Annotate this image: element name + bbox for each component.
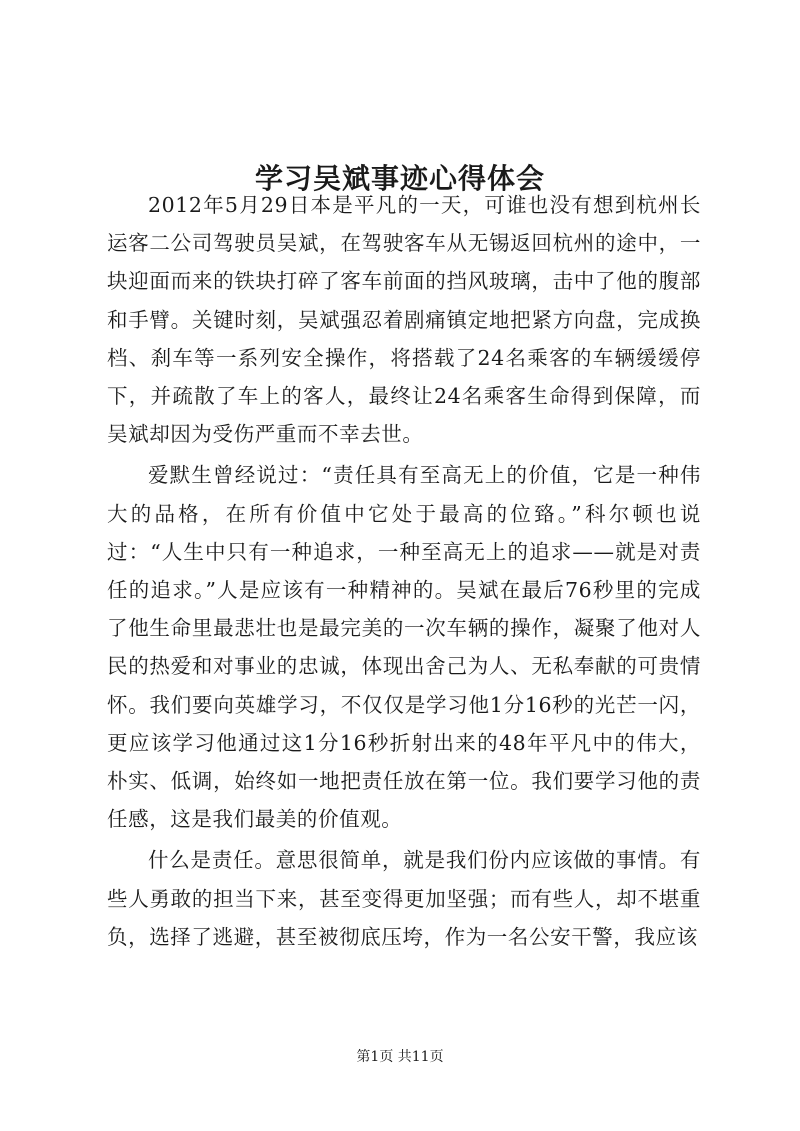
page-title: 学习吴斌事迹心得体会 [254,161,545,195]
paragraph-3: 什么是责任。意思很简单，就是我们份内应该做的事情。有些人勇敢的担当下来，甚至变得更加坚强；而有些人，却不堪重负，选择了逃避，甚至被彻底压垮，作为一名公安干警，我应该 [107,848,701,949]
document-body [107,186,701,959]
paragraph-2: 爱默生曾经说过：“责任具有至高无上的价值，它是一种伟大的品格，在所有价值中它处于最高的位臵。”科尔顿也说过：“人生中只有一种追求，一种至高无上的追求——就是对责任的追求。”人是应该有一种精神的。吴斌在最后76秒里的完成了他生命里最悲壮也是最完美的一次车辆的操作，凝聚了他对人民的热爱和对事业的忠诚，体现出舍己为人、无私奉献的可贵情怀。我们要向英雄学习，不仅仅是学习他1分16秒的光芒一闪，更应该学习他通过这1分16秒折射出来的48年平凡中的伟大，朴实、低调，始终如一地把责任放在第一位。我们要学习他的责任感，这是我们最美的价值观。 [107,463,701,832]
paragraph-1: 2012年5月29日本是平凡的一天，可谁也没有想到杭州长运客二公司驾驶员吴斌，在驾驶客车从无锡返回杭州的途中，一块迎面而来的铁块打碎了客车前面的挡风玻璃，击中了他的腹部和手臂。关键时刻，吴斌强忍着剧痛镇定地把紧方向盘，完成换档、刹车等一系列安全操作，将搭载了24名乘客的车辆缓缓停下，并疏散了车上的客人，最终让24名乘客生命得到保障，而吴斌却因为受伤严重而不幸去世。 [107,193,701,447]
page-footer: 第1页 共11页 [356,1049,444,1065]
